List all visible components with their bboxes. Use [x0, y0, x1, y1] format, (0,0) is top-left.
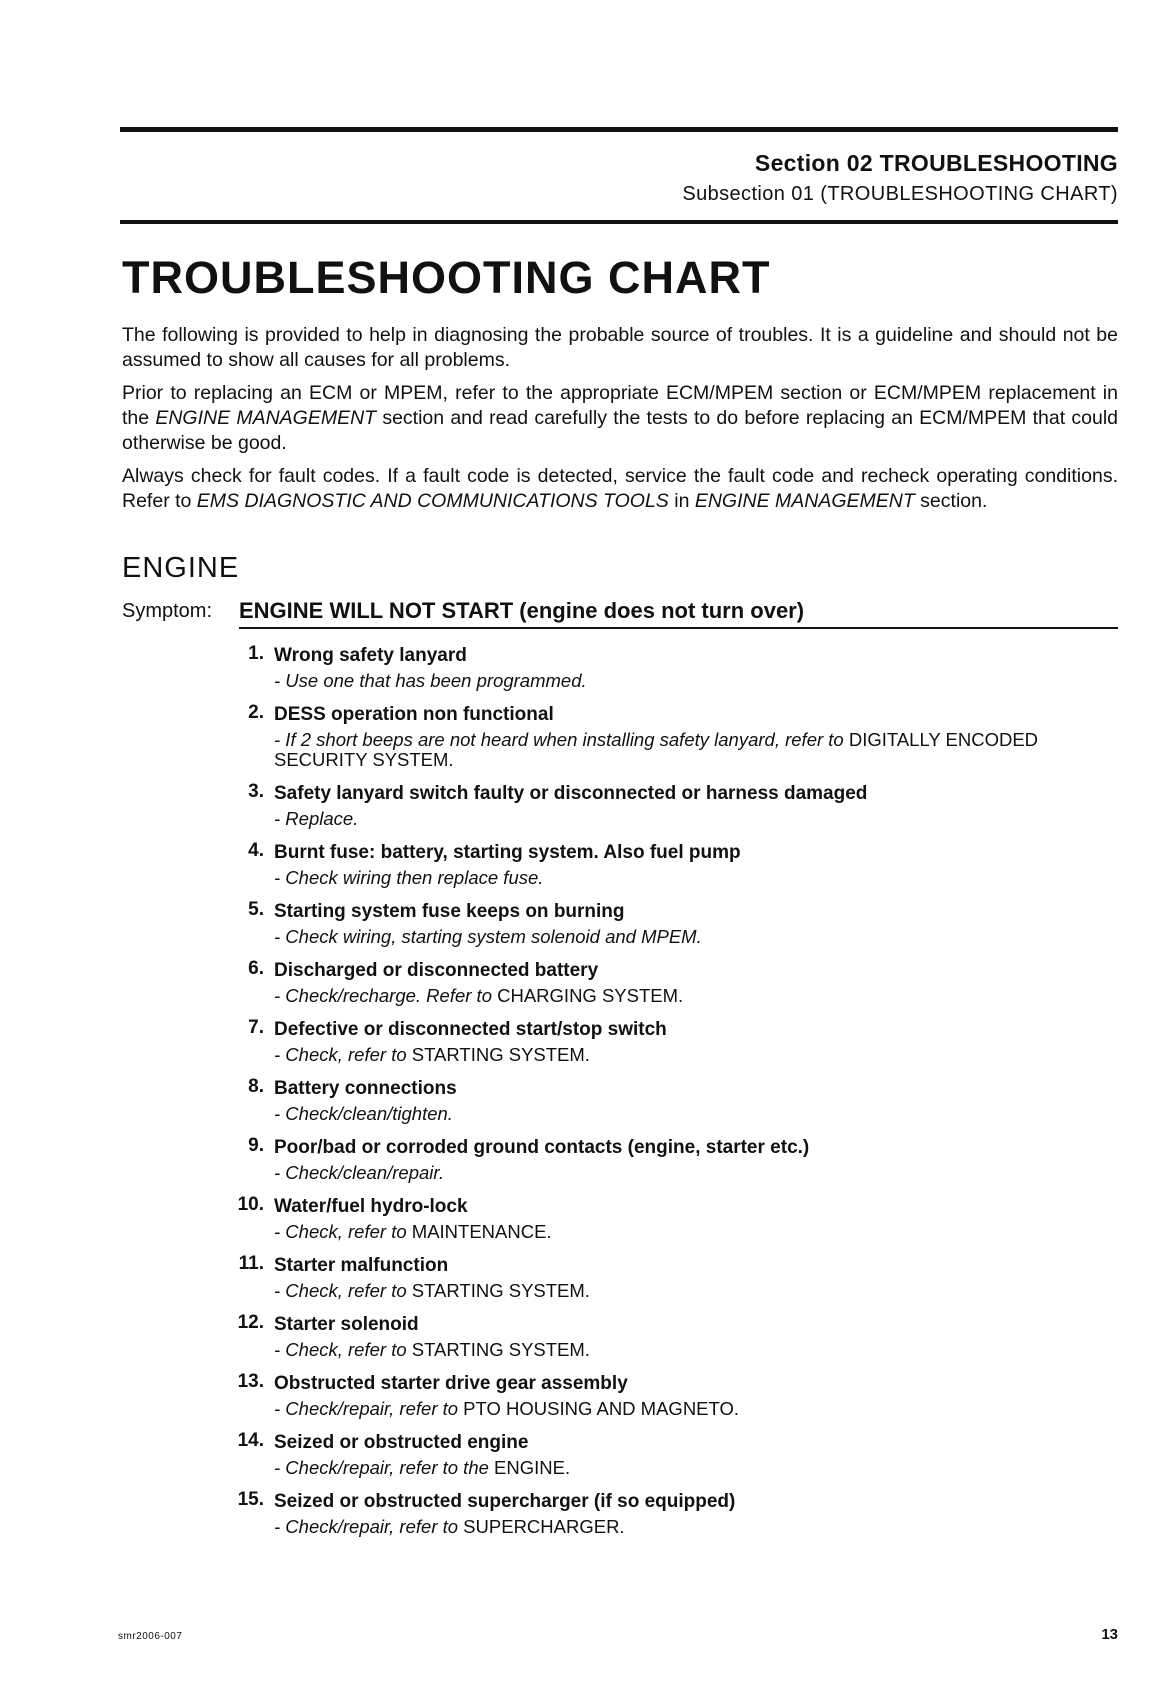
cause-item: [237, 1371, 1120, 1419]
symptom-underline: [239, 627, 1118, 629]
cause-action-ref: STARTING SYSTEM.: [406, 1339, 590, 1360]
cause-title: Burnt fuse: battery, starting system. Also fuel pump: [274, 842, 741, 863]
page-number: 13: [1101, 1626, 1118, 1643]
cause-title: Seized or obstructed engine: [274, 1432, 529, 1453]
cause-title: Starter solenoid: [274, 1314, 419, 1335]
cause-action: [274, 1281, 1120, 1301]
symptom-row: [122, 600, 1118, 630]
cause-action: [274, 1045, 1120, 1065]
cause-action-text: - Check, refer to: [274, 1280, 407, 1301]
cause-list: [237, 643, 1120, 1548]
cause-title: Poor/bad or corroded ground contacts (engine, starter etc.): [274, 1137, 810, 1158]
cause-number: 15.: [237, 1489, 264, 1510]
cause-action: [274, 809, 1120, 829]
cause-title: Starting system fuse keeps on burning: [274, 901, 625, 922]
cause-title: Starter malfunction: [274, 1255, 449, 1276]
cause-title: Safety lanyard switch faulty or disconnected or harness damaged: [274, 783, 868, 804]
cause-action-ref: CHARGING SYSTEM.: [491, 985, 684, 1006]
cause-action-text: - Check/clean/repair.: [274, 1162, 444, 1183]
cause-number: 14.: [237, 1430, 264, 1451]
cause-action: [274, 671, 1120, 691]
cause-item: [237, 1489, 1120, 1537]
cause-number: 1.: [248, 643, 264, 664]
cause-action-ref: ENGINE.: [488, 1457, 571, 1478]
cause-action: [274, 986, 1120, 1006]
cause-action: [274, 1340, 1120, 1360]
cause-item: [240, 1017, 1120, 1065]
cause-title: Seized or obstructed supercharger (if so equipped): [274, 1491, 736, 1512]
cause-number: 10.: [237, 1194, 264, 1215]
cause-action: [274, 1458, 1120, 1478]
cause-action-ref: STARTING SYSTEM.: [406, 1044, 590, 1065]
cause-item: [240, 1135, 1120, 1183]
cause-title: Defective or disconnected start/stop switch: [274, 1019, 667, 1040]
cause-action-text: - Check/repair, refer to: [274, 1516, 459, 1537]
engine-management-ref: ENGINE MANAGEMENT: [155, 407, 377, 429]
cause-title: Wrong safety lanyard: [274, 645, 467, 666]
cause-number: 2.: [248, 702, 264, 723]
cause-number: 3.: [248, 781, 264, 802]
cause-item: [240, 1253, 1120, 1301]
ems-tools-ref: EMS DIAGNOSTIC AND COMMUNICATIONS TOOLS: [196, 490, 669, 512]
cause-action-text: - Check/clean/tighten.: [274, 1103, 453, 1124]
cause-number: 6.: [248, 958, 264, 979]
cause-number: 11.: [238, 1253, 264, 1274]
cause-action-text: - Check wiring, starting system solenoid and MPEM.: [274, 926, 702, 947]
cause-action-text: - Check/recharge. Refer to: [274, 985, 492, 1006]
cause-action-ref: MAINTENANCE.: [406, 1221, 552, 1242]
intro-text: [122, 323, 1118, 522]
document-code: smr2006-007: [118, 1631, 183, 1642]
cause-number: 12.: [237, 1312, 264, 1333]
cause-item: [240, 899, 1120, 947]
cause-action: [274, 1163, 1120, 1183]
engine-management-ref-2: ENGINE MANAGEMENT: [694, 490, 915, 512]
cause-title: Battery connections: [274, 1078, 457, 1099]
cause-item: [237, 1430, 1120, 1478]
cause-action: [274, 868, 1120, 888]
cause-item: [240, 643, 1120, 691]
cause-action-text: - Check, refer to: [274, 1044, 407, 1065]
cause-action-ref: DIGITALLY ENCODED SECURITY SYSTEM.: [274, 729, 1039, 770]
cause-action: [274, 1517, 1120, 1537]
cause-number: 9.: [248, 1135, 264, 1156]
cause-item: [240, 958, 1120, 1006]
cause-action: [274, 730, 1120, 770]
cause-title: Obstructed starter drive gear assembly: [274, 1373, 628, 1394]
cause-action: [274, 1222, 1120, 1242]
engine-heading: ENGINE: [122, 552, 240, 584]
cause-action-text: - Check/repair, refer to the: [274, 1457, 489, 1478]
intro-paragraph-2: Prior to replacing an ECM or MPEM, refer to the appropriate ECM/MPEM section or ECM/MPEM replacement in the ENGINE MANAGEMENT section and read carefully the tests to do before replacing an ECM/MPEM that could otherwise be good.: [122, 382, 1118, 454]
cause-action: [274, 1104, 1120, 1124]
cause-action: [274, 1399, 1120, 1419]
cause-action-text: - Replace.: [274, 808, 359, 829]
section-label: Section 02 TROUBLESHOOTING: [754, 150, 1118, 176]
cause-number: 4.: [248, 840, 264, 861]
cause-number: 13.: [237, 1371, 264, 1392]
page-title: TROUBLESHOOTING CHART: [122, 252, 771, 303]
cause-item: [237, 1312, 1120, 1360]
header-top-rule: [120, 127, 1118, 132]
cause-action: [274, 927, 1120, 947]
intro-paragraph-3: Always check for fault codes. If a fault code is detected, service the fault code and recheck operating conditions. Refer to EMS DIAGNOSTIC AND COMMUNICATIONS TOOLS in ENGINE MANAGEMENT section.: [122, 465, 1118, 512]
intro-paragraph-1: The following is provided to help in diagnosing the probable source of troubles. It is a guideline and should not be assumed to show all causes for all problems.: [122, 324, 1118, 371]
cause-number: 5.: [248, 899, 264, 920]
subsection-label: Subsection 01 (TROUBLESHOOTING CHART): [682, 183, 1118, 205]
cause-action-text: - Use one that has been programmed.: [274, 670, 587, 691]
cause-title: Water/fuel hydro-lock: [274, 1196, 468, 1217]
cause-item: [240, 702, 1120, 770]
cause-action-ref: PTO HOUSING AND MAGNETO.: [458, 1398, 740, 1419]
cause-action-text: - Check wiring then replace fuse.: [274, 867, 544, 888]
cause-number: 7.: [248, 1017, 264, 1038]
cause-item: [240, 781, 1120, 829]
cause-item: [237, 1194, 1120, 1242]
cause-title: Discharged or disconnected battery: [274, 960, 599, 981]
section-header: [682, 150, 1118, 206]
cause-number: 8.: [248, 1076, 264, 1097]
cause-title: DESS operation non functional: [274, 704, 554, 725]
cause-item: [240, 1076, 1120, 1124]
header-bottom-rule: [120, 220, 1118, 224]
symptom-text: ENGINE WILL NOT START (engine does not turn over): [239, 598, 805, 623]
cause-item: [240, 840, 1120, 888]
cause-action-ref: SUPERCHARGER.: [458, 1516, 625, 1537]
symptom-label: Symptom:: [122, 600, 213, 622]
cause-action-text: - Check, refer to: [274, 1339, 407, 1360]
cause-action-text: - If 2 short beeps are not heard when installing safety lanyard, refer to: [274, 729, 844, 750]
cause-action-text: - Check/repair, refer to: [274, 1398, 459, 1419]
cause-action-ref: STARTING SYSTEM.: [406, 1280, 590, 1301]
cause-action-text: - Check, refer to: [274, 1221, 407, 1242]
